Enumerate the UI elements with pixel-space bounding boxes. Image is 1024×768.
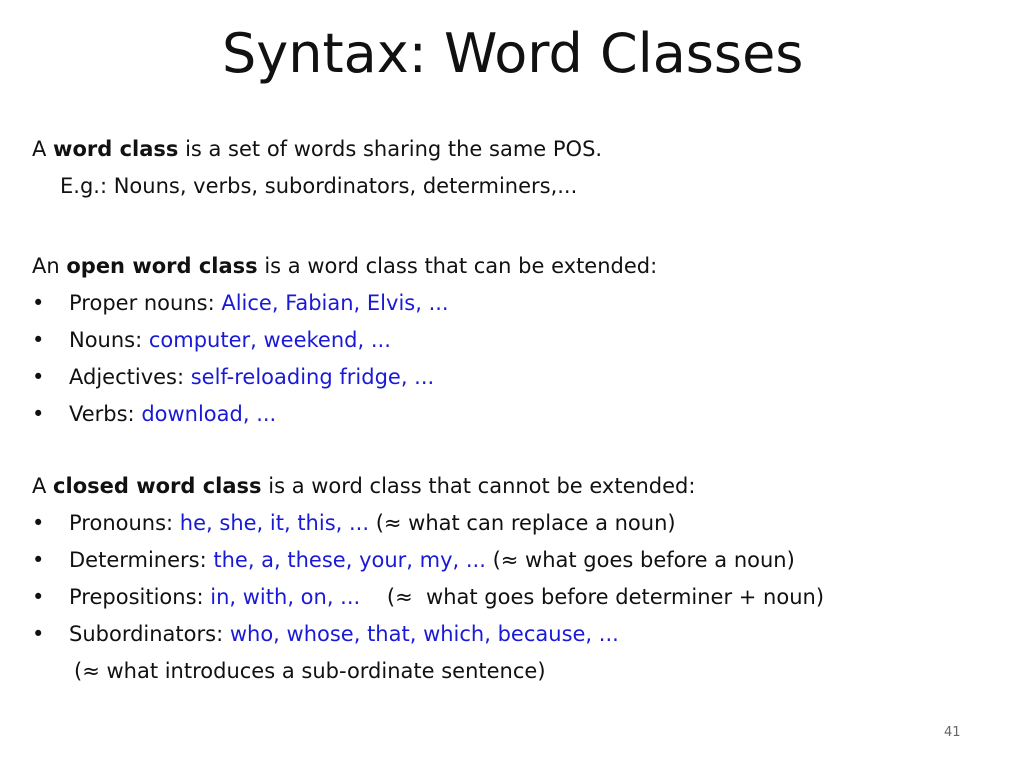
closed-class-definition xyxy=(32,471,695,501)
item-examples: computer, weekend, ... xyxy=(148,328,391,352)
bullet-icon: • xyxy=(32,511,45,535)
item-examples: download, ... xyxy=(141,402,277,426)
open-class-prefix: An xyxy=(32,254,67,278)
item-note: (≈ what goes before determiner + noun) xyxy=(360,585,825,609)
item-label: Proper nouns: xyxy=(69,291,222,315)
closed-class-item xyxy=(69,619,619,649)
open-class-item xyxy=(69,288,449,318)
item-label: Subordinators: xyxy=(69,622,230,646)
bullet-icon: • xyxy=(32,365,45,389)
item-examples: self-reloading fridge, ... xyxy=(190,365,435,389)
closed-class-rest: is a word class that cannot be extended: xyxy=(261,474,696,498)
bullet-icon: • xyxy=(32,328,45,352)
page-number: 41 xyxy=(944,725,961,740)
bullet-icon: • xyxy=(32,402,45,426)
item-label: Adjectives: xyxy=(69,365,191,389)
open-class-definition xyxy=(32,251,657,281)
item-label: Pronouns: xyxy=(69,511,180,535)
open-class-item xyxy=(69,325,391,355)
item-examples: the, a, these, your, my, ... xyxy=(213,548,486,572)
item-note: (≈ what can replace a noun) xyxy=(369,511,676,535)
bullet-icon: • xyxy=(32,548,45,572)
subordinator-note: (≈ what introduces a sub-ordinate sentence) xyxy=(74,659,546,683)
open-class-item xyxy=(69,399,276,429)
definition-rest: is a set of words sharing the same POS. xyxy=(178,137,603,161)
item-examples: he, she, it, this, ... xyxy=(179,511,370,535)
open-class-term: open word class xyxy=(66,254,258,278)
closed-class-item xyxy=(69,582,824,612)
definition-example: E.g.: Nouns, verbs, subordinators, determiners,... xyxy=(60,174,578,198)
open-class-item xyxy=(69,362,434,392)
item-label: Prepositions: xyxy=(69,585,211,609)
slide-title: Syntax: Word Classes xyxy=(222,22,804,85)
closed-class-item xyxy=(69,508,676,538)
closed-class-prefix: A xyxy=(32,474,54,498)
open-class-rest: is a word class that can be extended: xyxy=(257,254,658,278)
item-examples: Alice, Fabian, Elvis, ... xyxy=(221,291,449,315)
definition-prefix: A xyxy=(32,137,54,161)
bullet-icon: • xyxy=(32,585,45,609)
item-examples: in, with, on, ... xyxy=(210,585,361,609)
item-label: Determiners: xyxy=(69,548,214,572)
bullet-icon: • xyxy=(32,291,45,315)
closed-class-term: closed word class xyxy=(53,474,262,498)
definition-line xyxy=(32,134,602,164)
item-label: Nouns: xyxy=(69,328,149,352)
item-note: (≈ what goes before a noun) xyxy=(485,548,795,572)
definition-term: word class xyxy=(53,137,179,161)
closed-class-item xyxy=(69,545,795,575)
bullet-icon: • xyxy=(32,622,45,646)
item-label: Verbs: xyxy=(69,402,142,426)
item-examples: who, whose, that, which, because, ... xyxy=(229,622,619,646)
